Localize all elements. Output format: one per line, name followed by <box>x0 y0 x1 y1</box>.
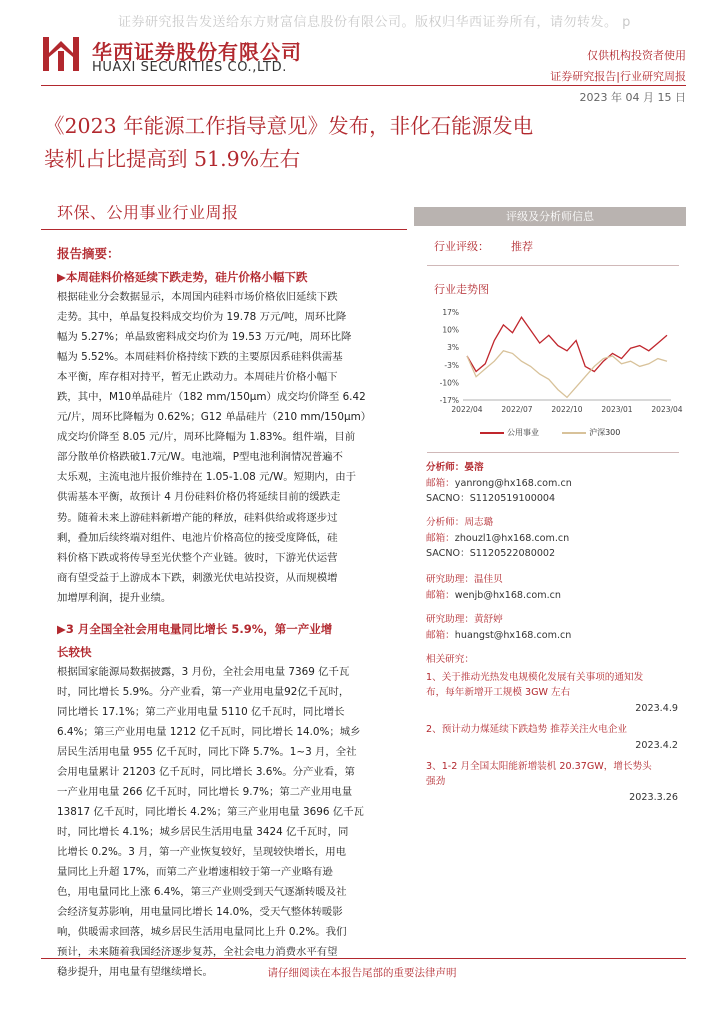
section-heading: ▶本周硅料价格延续下跌走势，硅片价格小幅下跌 <box>57 270 308 284</box>
related-title: 相关研究： <box>426 654 474 665</box>
chart-divider <box>427 452 679 453</box>
related-item-date: 2023.4.2 <box>635 740 678 751</box>
assistant-block <box>426 612 571 643</box>
report-date: 2023 年 04 月 15 日 <box>579 91 686 104</box>
paragraph-line: 加增厚利润，提升业绩。 <box>57 591 172 604</box>
analyst-email: zhouzl1@hx168.com.cn <box>454 532 570 544</box>
section-heading: 长较快 <box>57 644 92 659</box>
paragraph-line: 料价格下跌或将传导至光伏整个产业链。彼时，下游光伏运营 <box>57 551 338 564</box>
summary-title: 报告摘要： <box>57 246 120 261</box>
paragraph-line: 居民生活用电量 955 亿千瓦时，同比下降 5.7%。1~3 月，全社 <box>57 745 357 758</box>
related-item-date: 2023.4.9 <box>635 703 678 714</box>
summary-sections <box>57 267 409 983</box>
analyst-sac: S1120519100004 <box>469 493 556 504</box>
assistant-title: 研究助理： <box>426 614 474 625</box>
assistant-name: 黄舒婷 <box>473 614 503 625</box>
related-items <box>426 670 678 805</box>
sac-label: SACNO： <box>426 548 470 559</box>
paragraph-line: 商有望受益于上游成本下跌，刺激光伏电站投资，从而规模增 <box>57 571 338 584</box>
analyst-title: 分析师： <box>426 517 465 528</box>
rating-value: 推荐 <box>511 240 533 253</box>
analyst-title: 分析师： <box>426 462 465 473</box>
rating-box-title: 评级及分析师信息 <box>414 207 686 226</box>
paragraph-line: 走势。其中，单晶复投料成交均价为 19.78 万元/吨，周环比降 <box>57 311 347 324</box>
assistant-email: huangst@hx168.com.cn <box>454 629 572 641</box>
paragraph-line: 预计，未来随着我国经济逐步复苏，全社会电力消费水平有望 <box>57 946 338 959</box>
y-tick-label: -3% <box>444 360 459 370</box>
rating-label: 行业评级： <box>434 240 489 253</box>
y-tick-label: -10% <box>439 378 459 388</box>
paragraph-line: 剩，叠加后续终端对组件、电池片价格高位的接受度降低，硅 <box>57 531 338 544</box>
trend-title: 行业走势图 <box>434 283 489 296</box>
email-label: 邮箱： <box>426 477 455 489</box>
related-item <box>426 759 678 805</box>
legal-footer: 请仔细阅读在本报告尾部的重要法律声明 <box>267 967 457 979</box>
company-name-en: HUAXI SECURITIES CO.,LTD. <box>92 60 287 75</box>
title-line: 《2023 年能源工作指导意见》发布，非化石能源发电 <box>44 114 534 138</box>
y-tick-label: 17% <box>442 308 459 317</box>
related-item <box>426 670 678 716</box>
sac-label: SACNO： <box>426 493 470 504</box>
paragraph-line: 成交均价降至 8.05 元/片，周环比降幅为 1.83%。组件端，目前 <box>57 431 356 444</box>
related-item-date: 2023.3.26 <box>629 792 678 803</box>
paragraph-line: 一产业用电量 266 亿千瓦时，同比增长 9.7%；第二产业用电量 <box>57 786 353 799</box>
paragraph-line: 量同比上升超 17%，而第二产业增速相较于第一产业略有逊 <box>57 866 333 879</box>
related-research <box>426 652 678 811</box>
paragraph-line: 比增长 0.2%。3 月，第一产业恢复较好，呈现较快增长，用电 <box>57 846 346 859</box>
paragraph-line: 响，供暖需求回落，城乡居民生活用电量同比上升 0.2%。我们 <box>57 926 347 939</box>
paragraph-line: 稳步提升，用电量有望继续增长。 <box>57 966 213 979</box>
paragraph-line: 色，用电量同比上涨 6.4%，第三产业则受到天气逐渐转暖及社 <box>57 886 347 899</box>
assistant-block <box>426 572 561 603</box>
paragraph-line: 同比增长 17.1%；第二产业用电量 5110 亿千瓦时，同比增长 <box>57 705 345 718</box>
email-label: 邮箱： <box>426 589 455 601</box>
title-line: 装机占比提高到 51.9%左右 <box>44 147 301 171</box>
paragraph-line: 根据国家能源局数据披露，3 月份，全社会用电量 7369 亿千瓦 <box>57 665 350 678</box>
email-label: 邮箱： <box>426 532 455 544</box>
legend-swatch-csi300 <box>562 432 586 434</box>
footer-divider <box>41 958 686 959</box>
chart-legend <box>480 427 620 438</box>
assistant-email: wenjb@hx168.com.cn <box>454 589 561 601</box>
audience-note: 仅供机构投资者使用 <box>587 49 686 62</box>
paragraph-line: 供需基本平衡，故预计 4 月份硅料价格仍将延续目前的缓跌走 <box>57 491 341 504</box>
x-tick-label: 2022/07 <box>501 405 533 414</box>
huaxi-logo <box>41 33 81 73</box>
x-tick-label: 2023/04 <box>651 405 683 414</box>
related-item <box>426 722 678 753</box>
legend-label: 公用事业 <box>507 428 539 437</box>
industry-rating <box>434 238 533 254</box>
analyst-email: yanrong@hx168.com.cn <box>454 477 572 489</box>
related-item-line: 强劲 <box>426 776 446 787</box>
paragraph-line: 跌，其中，M10单晶硅片（182 mm/150μm）成交均价降至 6.42 <box>57 391 366 404</box>
legend-swatch-utilities <box>480 432 504 434</box>
section-gap <box>57 608 409 616</box>
paragraph-line: 时，同比增长 4.1%；城乡居民生活用电量 3424 亿千瓦时，同 <box>57 826 349 839</box>
paragraph-line: 6.4%；第三产业用电量 1212 亿千瓦时，同比增长 14.0%；城乡 <box>57 725 361 738</box>
paragraph-line: 部分散单价格跌破1.7元/W。电池端，P型电池利润情况普遍不 <box>57 451 343 464</box>
x-tick-label: 2022/10 <box>551 405 583 414</box>
related-item-line: 布，每年新增开工规模 3GW 左右 <box>426 687 571 698</box>
watermark: 证券研究报告发送给东方财富信息股份有限公司。版权归华西证券所有，请勿转发。 p <box>118 15 631 30</box>
x-tick-label: 2023/01 <box>601 405 633 414</box>
analyst-name: 晏溶 <box>464 462 484 473</box>
paragraph-line: 时，同比增长 5.9%。分产业看，第一产业用电量92亿千瓦时， <box>57 685 350 698</box>
header-divider <box>41 85 686 86</box>
series-line-0 <box>467 317 667 371</box>
paragraph-line: 本平衡，库存相对持平，暂无止跌动力。本周硅片价格小幅下 <box>57 371 338 384</box>
y-tick-label: 3% <box>447 343 459 353</box>
report-type: 证券研究报告|行业研究周报 <box>550 70 686 83</box>
legend-label: 沪深300 <box>589 428 621 437</box>
assistant-title: 研究助理： <box>426 574 474 585</box>
paragraph-line: 会经济复苏影响，用电量同比增长 14.0%，受天气整体转暖影 <box>57 906 343 919</box>
paragraph-line: 13817 亿千瓦时，同比增长 4.2%；第三产业用电量 3696 亿千瓦 <box>57 806 364 819</box>
paragraph-line: 会用电量累计 21203 亿千瓦时，同比增长 3.6%。分产业看，第 <box>57 765 355 778</box>
section-heading: ▶3 月全国全社会用电量同比增长 5.9%，第一产业增 <box>57 621 333 636</box>
rating-divider <box>427 265 679 266</box>
series-line-1 <box>467 351 667 398</box>
paragraph-line: 太乐观，主流电池片报价维持在 1.05-1.08 元/W。短期内，由于 <box>57 471 356 484</box>
analyst-name: 周志璐 <box>464 517 494 528</box>
y-tick-label: -17% <box>439 396 459 405</box>
x-tick-label: 2022/04 <box>451 405 483 414</box>
paragraph-line: 根据硅业分会数据显示，本周国内硅料市场价格依旧延续下跌 <box>57 291 338 303</box>
assistant-name: 温佳贝 <box>473 574 503 585</box>
summary-column <box>57 244 409 983</box>
paragraph-line: 幅为 5.52%。本周硅料价格持续下跌的主要原因系硅料供需基 <box>57 351 343 364</box>
related-item-line: 2、预计动力煤延续下跌趋势 推荐关注火电企业 <box>426 724 628 735</box>
industry-trend-chart <box>427 300 683 430</box>
related-item-line: 1、关于推动光热发电规模化发展有关事项的通知发 <box>426 672 644 683</box>
analyst-block <box>426 460 572 507</box>
paragraph-line: 幅为 5.27%；单晶致密料成交均价为 19.53 万元/吨，周环比降 <box>57 331 352 344</box>
y-tick-label: 10% <box>442 325 459 335</box>
paragraph-line: 势。随着未来上游硅料新增产能的释放，硅料供给或将逐步过 <box>57 511 338 524</box>
related-item-line: 3、1-2 月全国太阳能新增装机 20.37GW，增长势头 <box>426 761 652 772</box>
subtitle-divider <box>41 229 407 230</box>
paragraph-line: 元/片，周环比降幅为 0.62%；G12 单晶硅片（210 mm/150μm） <box>57 411 372 424</box>
analyst-sac: S1120522080002 <box>469 548 556 559</box>
report-title <box>44 110 694 176</box>
report-subtitle: 环保、公用事业行业周报 <box>57 203 239 222</box>
email-label: 邮箱： <box>426 629 455 641</box>
company-name-cn: 华西证券股份有限公司 <box>92 40 302 64</box>
analyst-block <box>426 515 569 562</box>
